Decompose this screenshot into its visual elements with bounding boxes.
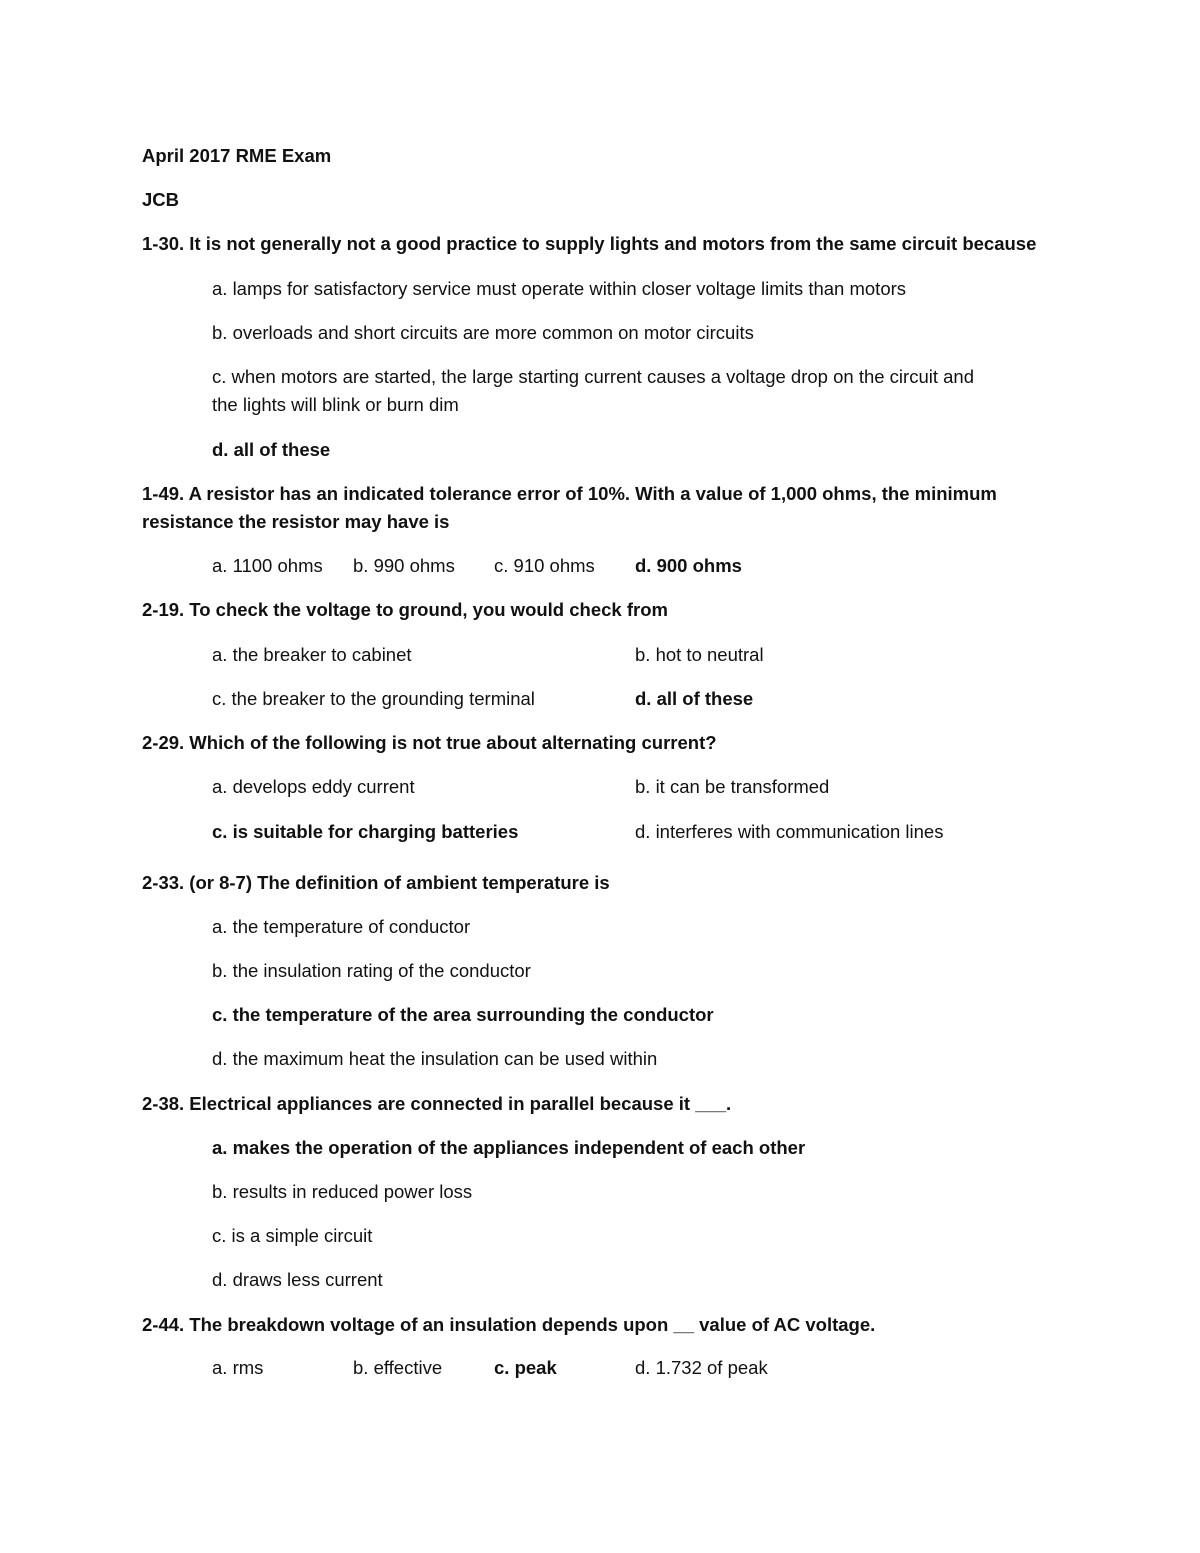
- answer-option: c. 910 ohms: [494, 555, 595, 576]
- answer-option: a. lamps for satisfactory service must operate within closer voltage limits than motors: [212, 278, 907, 299]
- answer-option: d. interferes with communication lines: [635, 821, 944, 842]
- subject-label: JCB: [142, 189, 180, 210]
- correct-answer-option: c. is suitable for charging batteries: [212, 821, 519, 842]
- answer-option: c. the breaker to the grounding terminal: [212, 688, 535, 709]
- correct-answer-option: c. peak: [494, 1357, 557, 1378]
- answer-option: a. 1100 ohms: [212, 555, 323, 576]
- answer-option: b. the insulation rating of the conductor: [212, 960, 531, 981]
- answer-option: b. hot to neutral: [635, 644, 764, 665]
- question-stem-continued: resistance the resistor may have is: [142, 511, 450, 532]
- question-stem: 2-44. The breakdown voltage of an insulation depends upon __ value of AC voltage.: [142, 1314, 876, 1335]
- question-stem: 2-19. To check the voltage to ground, you would check from: [142, 599, 668, 620]
- answer-option: b. overloads and short circuits are more common on motor circuits: [212, 322, 754, 343]
- question-stem: 1-30. It is not generally not a good practice to supply lights and motors from the same circuit because: [142, 233, 1037, 254]
- answer-option: c. is a simple circuit: [212, 1225, 373, 1246]
- answer-option: b. it can be transformed: [635, 776, 830, 797]
- question-stem: 2-33. (or 8-7) The definition of ambient temperature is: [142, 872, 610, 893]
- answer-option: d. 1.732 of peak: [635, 1357, 768, 1378]
- answer-option: b. 990 ohms: [353, 555, 455, 576]
- correct-answer-option: a. makes the operation of the appliances independent of each other: [212, 1137, 806, 1158]
- answer-option: a. the breaker to cabinet: [212, 644, 412, 665]
- correct-answer-option: d. all of these: [635, 688, 754, 709]
- answer-option-continued: the lights will blink or burn dim: [212, 394, 459, 415]
- answer-option: a. the temperature of conductor: [212, 916, 471, 937]
- question-stem: 2-38. Electrical appliances are connected in parallel because it ___.: [142, 1093, 732, 1114]
- question-stem: 2-29. Which of the following is not true about alternating current?: [142, 732, 717, 753]
- question-stem: 1-49. A resistor has an indicated tolerance error of 10%. With a value of 1,000 ohms, the minimum: [142, 483, 997, 504]
- answer-option: b. results in reduced power loss: [212, 1181, 473, 1202]
- correct-answer-option: d. 900 ohms: [635, 555, 742, 576]
- page-title: April 2017 RME Exam: [142, 145, 332, 166]
- correct-answer-option: c. the temperature of the area surrounding the conductor: [212, 1004, 714, 1025]
- answer-option: d. draws less current: [212, 1269, 383, 1290]
- answer-option: a. rms: [212, 1357, 264, 1378]
- correct-answer-option: d. all of these: [212, 439, 331, 460]
- answer-option: c. when motors are started, the large starting current causes a voltage drop on the circuit and: [212, 366, 974, 387]
- answer-option: a. develops eddy current: [212, 776, 415, 797]
- answer-option: d. the maximum heat the insulation can be used within: [212, 1048, 658, 1069]
- answer-option: b. effective: [353, 1357, 443, 1378]
